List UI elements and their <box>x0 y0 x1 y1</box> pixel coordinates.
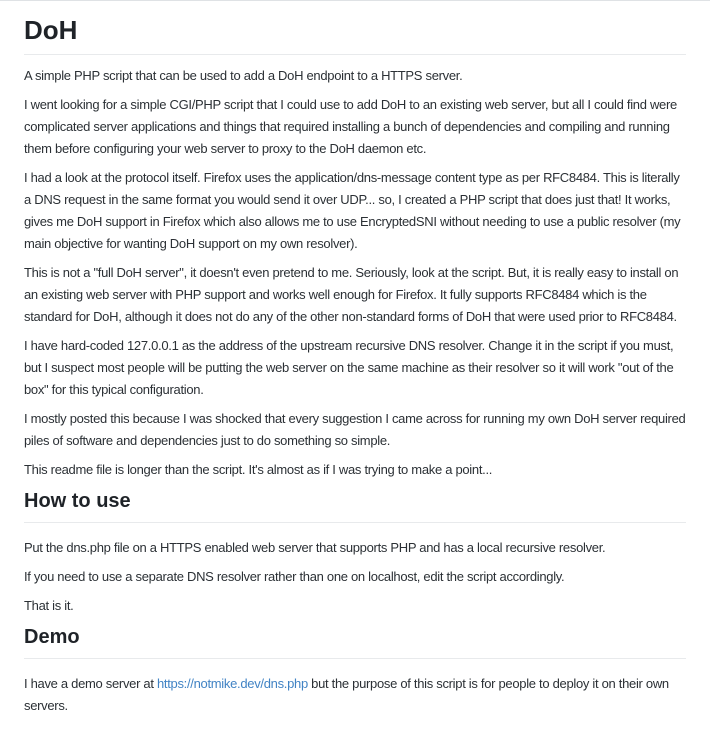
intro-paragraph-6: I mostly posted this because I was shocked that every suggestion I came across for running my own DoH server required piles of software and dependencies just to do something so simple. <box>24 411 686 448</box>
section-heading-how-to-use: How to use <box>24 489 686 523</box>
page-title: DoH <box>24 15 686 55</box>
intro-paragraph-7: This readme file is longer than the script. It's almost as if I was trying to make a point... <box>24 462 493 477</box>
intro-paragraph-3: I had a look at the protocol itself. Firefox uses the application/dns-message content type as per RFC8484. This is literally a DNS request in the same format you would send it over UDP... so, I created a PHP script that does just that! It works, gives me DoH support in Firefox which also allows me to use EncryptedSNI without needing to use a public resolver (my main objective for wanting DoH support on my own resolver). <box>24 170 681 251</box>
intro-paragraph-1: A simple PHP script that can be used to add a DoH endpoint to a HTTPS server. <box>24 68 463 83</box>
how-to-use-paragraph-2: If you need to use a separate DNS resolver rather than one on localhost, edit the script accordingly. <box>24 569 565 584</box>
demo-text-after-link: but the purpose of this script is for people to deploy it on their own servers. <box>24 676 669 713</box>
intro-paragraph-2: I went looking for a simple CGI/PHP script that I could use to add DoH to an existing web server, but all I could find were complicated server applications and things that required installing a bunch of dependencies and compiling and running them before configuring your web server to proxy to the DoH daemon etc. <box>24 97 677 156</box>
how-to-use-paragraph-1: Put the dns.php file on a HTTPS enabled web server that supports PHP and has a local recursive resolver. <box>24 540 606 555</box>
demo-paragraph <box>24 673 686 717</box>
intro-paragraph-4: This is not a "full DoH server", it doesn't even pretend to me. Seriously, look at the script. But, it is really easy to install on an existing web server with PHP support and works well enough for Firefox. It fully supports RFC8484 which is the standard for DoH, although it does not do any of the other non-standard forms of DoH that were used prior to RFC8484. <box>24 265 679 324</box>
intro-paragraph-5: I have hard-coded 127.0.0.1 as the address of the upstream recursive DNS resolver. Change it in the script if you must, but I suspect most people will be putting the web server on the same machine as their resolver so it will work "out of the box" for this typical configuration. <box>24 338 674 397</box>
how-to-use-paragraph-3: That is it. <box>24 598 74 613</box>
demo-link[interactable]: https://notmike.dev/dns.php <box>156 676 308 691</box>
demo-text-before-link: I have a demo server at <box>24 676 157 691</box>
section-heading-demo: Demo <box>24 625 686 659</box>
